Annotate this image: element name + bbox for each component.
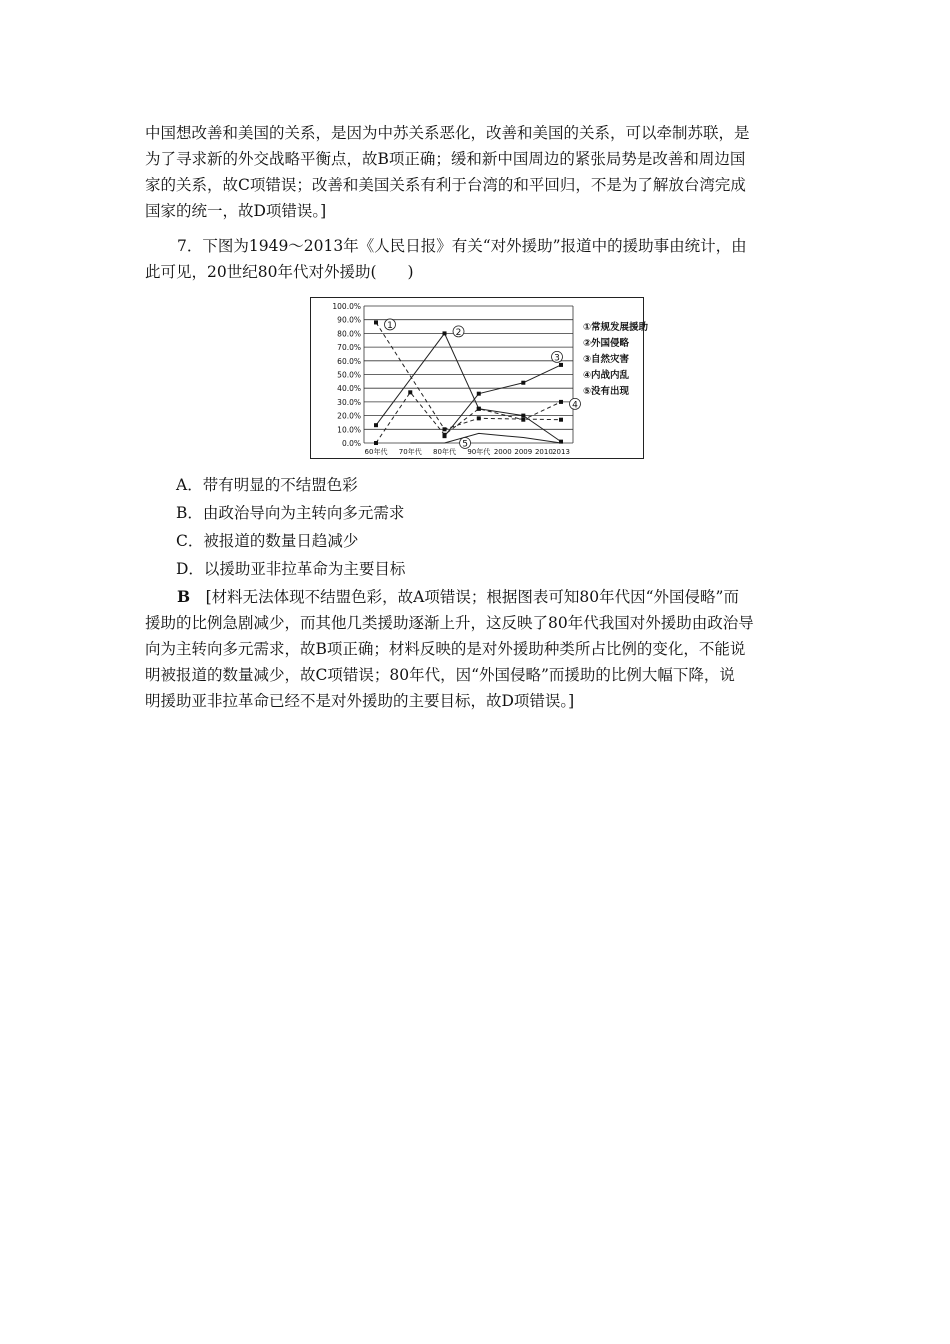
chart-legend — [583, 320, 648, 400]
data-point — [521, 414, 525, 418]
data-point — [443, 331, 447, 335]
option-b: B．由政治导向为主转向多元需求 — [176, 504, 405, 522]
y-tick-label: 0.0% — [341, 439, 361, 448]
x-tick-label: 2009 — [514, 448, 533, 456]
question-7 — [145, 233, 807, 285]
y-tick-label: 50.0% — [337, 370, 361, 380]
x-tick-label: 2013 — [552, 448, 570, 456]
data-point — [443, 427, 447, 431]
series-line — [445, 365, 561, 436]
x-tick-label: 60年代 — [364, 448, 388, 456]
y-tick-label: 100.0% — [332, 302, 361, 311]
data-point — [521, 381, 525, 385]
y-tick-label: 90.0% — [337, 315, 361, 325]
answer-line: 明援助亚非拉革命已经不是对外援助的主要目标，故D项错误。] — [145, 692, 575, 710]
x-tick-label: 2000 — [493, 448, 512, 456]
data-point — [374, 441, 378, 445]
series-line — [376, 392, 561, 443]
data-point — [374, 423, 378, 427]
text-line: 家的关系，故C项错误；改善和美国关系有利于台湾的和平回归，不是为了解放台湾完成 — [145, 176, 746, 194]
series-marker-label: 1 — [387, 320, 393, 331]
intro-paragraph — [145, 120, 807, 224]
answer-line: 援助的比例急剧减少，而其他几类援助逐渐上升，这反映了80年代我国对外援助由政治导 — [145, 614, 754, 632]
y-tick-label: 80.0% — [337, 329, 361, 339]
y-tick-label: 40.0% — [337, 384, 361, 394]
data-point — [559, 418, 563, 422]
series-line — [410, 433, 561, 443]
x-tick-label: 90年代 — [467, 448, 491, 456]
question-line: 7．下图为1949～2013年《人民日报》有关“对外援助”报道中的援助事由统计，由 — [177, 237, 747, 255]
y-tick-label: 10.0% — [337, 425, 361, 435]
data-point — [443, 433, 447, 437]
data-point — [477, 416, 481, 420]
answer-first-line — [145, 584, 807, 610]
data-point — [559, 400, 563, 404]
legend-item: ②外国侵略 — [583, 338, 630, 349]
answer-line: 向为主转向多元需求，故B项正确；材料反映的是对外援助种类所占比例的变化，不能说 — [145, 640, 746, 658]
data-point — [521, 418, 525, 422]
data-point — [408, 390, 412, 394]
legend-item: ③自然灾害 — [583, 354, 630, 365]
series-marker-label: 3 — [554, 353, 560, 364]
text-line: 国家的统一，故D项错误。] — [145, 202, 327, 220]
data-point — [374, 320, 378, 324]
series-marker-label: 2 — [455, 327, 462, 338]
x-tick-label: 70年代 — [398, 448, 422, 456]
series-line — [376, 322, 561, 429]
series-marker-label: 5 — [462, 439, 468, 450]
option-d: D．以援助亚非拉革命为主要目标 — [176, 560, 406, 578]
answer-text: [材料无法体现不结盟色彩，故A项错误；根据图表可知80年代因“外国侵略”而 — [205, 588, 739, 606]
x-tick-label: 80年代 — [433, 448, 456, 456]
legend-item: ⑤没有出现 — [583, 386, 630, 397]
y-tick-label: 30.0% — [337, 397, 361, 407]
data-point — [559, 363, 563, 367]
y-tick-label: 20.0% — [337, 411, 361, 421]
option-c: C．被报道的数量日趋减少 — [176, 532, 359, 550]
data-point — [477, 407, 481, 411]
answer-line: 明被报道的数量减少，故C项错误；80年代，因“外国侵略”而援助的比例大幅下降，说 — [145, 666, 735, 684]
question-line: 此可见，20世纪80年代对外援助( ) — [145, 263, 414, 281]
legend-item: ④内战内乱 — [583, 370, 630, 381]
series-line — [376, 333, 561, 441]
y-tick-label: 60.0% — [337, 356, 361, 366]
legend-item: ①常规发展援助 — [583, 322, 649, 333]
text-line: 中国想改善和美国的关系，是因为中苏关系恶化，改善和美国的关系，可以牵制苏联，是 — [145, 124, 750, 142]
series-marker-label: 4 — [572, 400, 578, 411]
aid-reason-chart — [310, 297, 649, 459]
text-line: 为了寻求新的外交战略平衡点，故B项正确；缓和新中国周边的紧张局势是改善和周边国 — [145, 150, 746, 168]
x-tick-label: 2010 — [534, 448, 553, 456]
option-a: A．带有明显的不结盟色彩 — [176, 476, 358, 494]
y-tick-label: 70.0% — [337, 343, 361, 353]
answer-explanation — [145, 584, 807, 714]
data-point — [477, 392, 481, 396]
answer-letter: B — [177, 587, 191, 606]
